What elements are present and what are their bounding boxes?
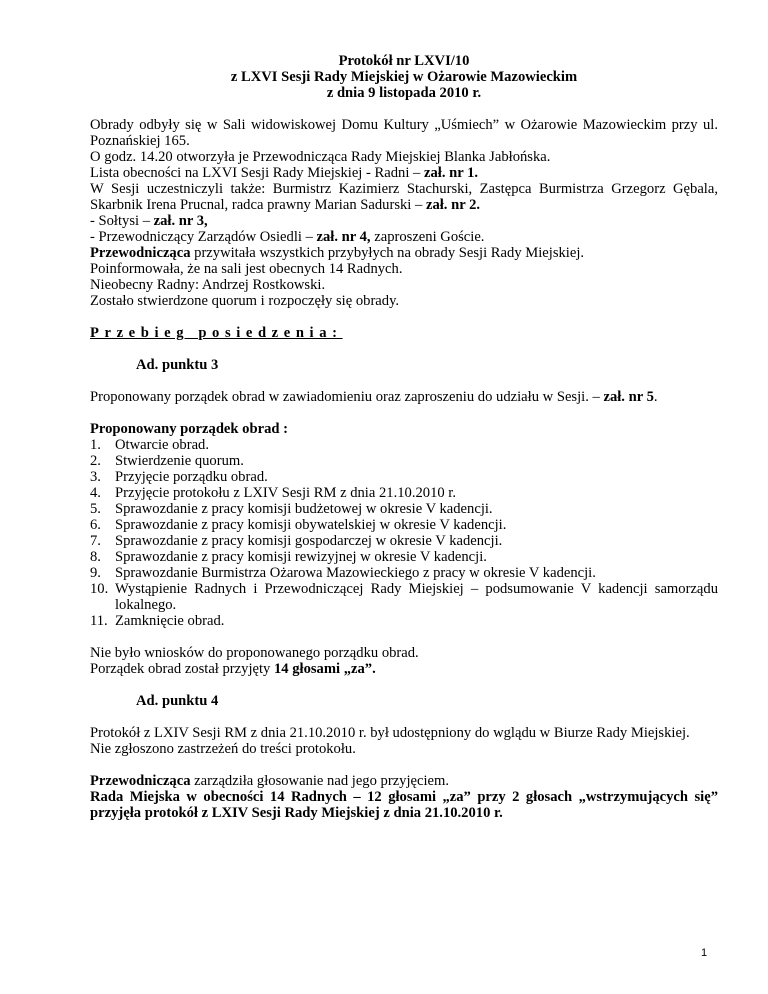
chairwoman-label: Przewodnicząca <box>90 773 191 789</box>
list-item-text: Przyjęcie porządku obrad. <box>115 469 268 485</box>
attachment-ref-1: zał. nr 1. <box>423 165 479 181</box>
participants-text: W Sesji uczestniczyli także: Burmistrz Kazimierz Stachurski, Zastępca Burmistrza Grzegorz Gębala, Skarbnik Irena Prucnal, radca prawny Marian Sadurski – <box>90 181 718 213</box>
list-item-text: Otwarcie obrad. <box>115 437 210 453</box>
ad-punktu-3-heading: Ad. punktu 3 <box>136 357 219 373</box>
title-line-1: Protokół nr LXVI/10 <box>338 53 470 69</box>
intro-paragraph-opening: O godz. 14.20 otworzyła je Przewodnicząca Rady Miejskiej Blanka Jabłońska. <box>90 149 551 165</box>
list-item-number: 8. <box>90 549 101 565</box>
list-item-number: 11. <box>90 613 108 629</box>
list-item-number: 5. <box>90 501 101 517</box>
list-item-number: 9. <box>90 565 101 581</box>
soltysi-text: - Sołtysi – <box>90 213 154 229</box>
osiedla-text: - Przewodniczący Zarządów Osiedli – <box>90 229 317 245</box>
attachment-ref-2: zał. nr 2. <box>425 197 481 213</box>
ad4-vote-ordered <box>90 773 718 789</box>
intro-paragraph-present: Poinformowała, że na sali jest obecnych 14 Radnych. <box>90 261 403 277</box>
ad4-no-objections: Nie zgłoszono zastrzeżeń do treści protokołu. <box>90 741 356 757</box>
ad4-resolution <box>90 789 718 821</box>
list-item-text: Sprawozdanie z pracy komisji rewizyjnej w okresie V kadencji. <box>115 549 487 565</box>
intro-paragraph-attendance <box>90 165 718 181</box>
list-item <box>90 517 718 533</box>
ad3-no-motions: Nie było wniosków do proponowanego porządku obrad. <box>90 645 419 661</box>
chairwoman-label: Przewodnicząca <box>90 245 191 261</box>
guests-text: zaproszeni Goście. <box>370 229 485 245</box>
list-item <box>90 581 718 613</box>
list-item-text: Sprawozdanie z pracy komisji budżetowej w okresie V kadencji. <box>115 501 493 517</box>
welcome-text: przywitała wszystkich przybyłych na obrady Sesji Rady Miejskiej. <box>190 245 585 261</box>
list-item <box>90 469 718 485</box>
list-item-text: Przyjęcie protokołu z LXIV Sesji RM z dnia 21.10.2010 r. <box>115 485 457 501</box>
list-item-text: Wystąpienie Radnych i Przewodniczącej Rady Miejskiej – podsumowanie V kadencji samorządu lokalnego. <box>115 581 718 613</box>
ad3-proposal-paragraph <box>90 389 718 405</box>
document-title <box>90 53 718 101</box>
list-item-text: Sprawozdanie z pracy komisji gospodarczej w okresie V kadencji. <box>115 533 503 549</box>
list-item <box>90 549 718 565</box>
ad3-adopted <box>90 661 718 677</box>
ad4-protocol-paragraph: Protokół z LXIV Sesji RM z dnia 21.10.2010 r. był udostępniony do wglądu w Biurze Rady Miejskiej. <box>90 725 690 741</box>
list-item <box>90 613 718 629</box>
list-item-text: Stwierdzenie quorum. <box>115 453 244 469</box>
list-item-text: Zamknięcie obrad. <box>115 613 225 629</box>
intro-paragraph-quorum: Zostało stwierdzone quorum i rozpoczęły się obrady. <box>90 293 400 309</box>
list-item-number: 7. <box>90 533 101 549</box>
agenda-list <box>90 437 718 629</box>
title-line-3: z dnia 9 listopada 2010 r. <box>326 85 482 101</box>
list-item-number: 10. <box>90 581 109 597</box>
intro-paragraph-participants <box>90 181 718 213</box>
intro-section <box>90 117 718 309</box>
list-item <box>90 533 718 549</box>
list-item-text: Sprawozdanie z pracy komisji obywatelskiej w okresie V kadencji. <box>115 517 507 533</box>
vote-result: 14 głosami „za”. <box>273 661 376 677</box>
proposal-end: . <box>653 389 658 405</box>
list-item <box>90 437 718 453</box>
attachment-ref-3: zał. nr 3, <box>153 213 208 229</box>
intro-paragraph-osiedla <box>90 229 718 245</box>
attachment-ref-4: zał. nr 4, <box>316 229 371 245</box>
list-item <box>90 565 718 581</box>
attendance-text: Lista obecności na LXVI Sesji Rady Miejskiej - Radni – <box>90 165 424 181</box>
resolution-text: Rada Miejska w obecności 14 Radnych – 12 głosami „za” przy 2 głosach „wstrzymujących się” przyjęła protokół z LXIV Sesji Rady Miejskiej z dnia 21.10.2010 r. <box>90 789 718 821</box>
adopted-text: Porządek obrad został przyjęty <box>90 661 274 677</box>
list-item-number: 1. <box>90 437 101 453</box>
vote-ordered-text: zarządziła głosowanie nad jego przyjęciem. <box>190 773 450 789</box>
agenda-heading <box>90 421 718 437</box>
intro-paragraph-soltysi <box>90 213 718 229</box>
list-item <box>90 501 718 517</box>
intro-paragraph-location: Obrady odbyły się w Sali widowiskowej Domu Kultury „Uśmiech” w Ożarowie Mazowieckim przy ul. Poznańskiej 165. <box>90 117 718 149</box>
title-line-2: z LXVI Sesji Rady Miejskiej w Ożarowie Mazowieckim <box>230 69 578 85</box>
intro-paragraph-welcome <box>90 245 718 261</box>
intro-paragraph-absent: Nieobecny Radny: Andrzej Rostkowski. <box>90 277 326 293</box>
list-item-text: Sprawozdanie Burmistrza Ożarowa Mazowieckiego z pracy w okresie V kadencji. <box>115 565 596 581</box>
section-heading: Przebieg posiedzenia: <box>90 325 343 341</box>
document-page <box>90 0 718 821</box>
list-item-number: 6. <box>90 517 101 533</box>
ad-punktu-4-heading: Ad. punktu 4 <box>136 693 219 709</box>
agenda-heading-text: Proponowany porządek obrad : <box>90 421 288 437</box>
attachment-ref-5: zał. nr 5 <box>603 389 654 405</box>
proposal-text: Proponowany porządek obrad w zawiadomieniu oraz zaproszeniu do udziału w Sesji. – <box>90 389 604 405</box>
list-item-number: 3. <box>90 469 101 485</box>
list-item <box>90 453 718 469</box>
page-number: 1 <box>701 947 708 959</box>
list-item-number: 2. <box>90 453 101 469</box>
list-item-number: 4. <box>90 485 101 501</box>
list-item <box>90 485 718 501</box>
